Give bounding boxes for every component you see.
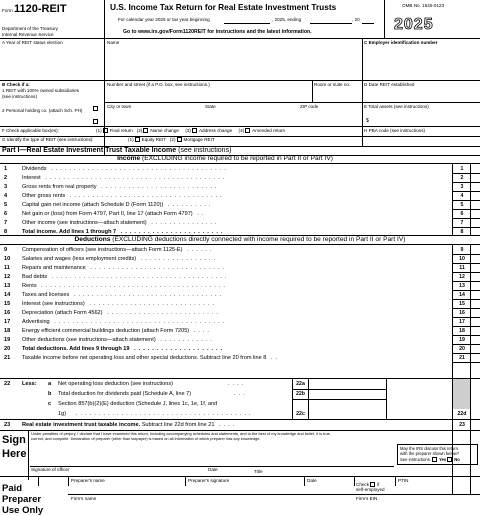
city-field[interactable] bbox=[107, 110, 201, 124]
box-21-label: 21 bbox=[459, 355, 465, 361]
line-1-number: 1 bbox=[4, 166, 8, 172]
line-10-number: 10 bbox=[4, 256, 11, 262]
line-19-number: 19 bbox=[4, 337, 11, 343]
b1-label: 1 REIT with 100% owned subsidiaries (see instructions) bbox=[2, 88, 80, 99]
calendar-year-text: For calendar year 2025 or tax year beginning bbox=[118, 17, 210, 22]
amount-21-field[interactable] bbox=[472, 354, 480, 361]
dept-line1: Department of the Treasury bbox=[2, 26, 58, 31]
state-label: State bbox=[205, 104, 216, 109]
city-label: City or town bbox=[107, 104, 132, 109]
box-17-label: 17 bbox=[459, 319, 465, 325]
amount-4-field[interactable] bbox=[472, 192, 480, 199]
line-17-text: Advertising ...................................... bbox=[22, 319, 228, 325]
box-4-label: 4 bbox=[460, 193, 464, 199]
discuss-yes-label: Yes bbox=[438, 457, 447, 462]
address-change-checkbox[interactable] bbox=[192, 128, 197, 133]
part1-title-wrap bbox=[2, 146, 231, 155]
reit-type-label: G Identify the type of REIT (see instructions): bbox=[2, 137, 94, 142]
line-22c-text2: 1g) bbox=[58, 411, 67, 417]
comma-20-text: , 20 bbox=[352, 17, 360, 22]
preparer-signature-label: Preparer's signature bbox=[188, 478, 230, 483]
line-8-text: Total income. Add lines 1 through 7 ....................... bbox=[22, 229, 226, 235]
amount-1-field[interactable] bbox=[472, 165, 480, 172]
officer-title-label: Title bbox=[254, 469, 263, 474]
amount-22d-field[interactable] bbox=[472, 410, 480, 418]
ending-text: , 2025, ending bbox=[272, 17, 302, 22]
box-2-label: 2 bbox=[460, 175, 464, 181]
box-10-label: 10 bbox=[459, 256, 465, 262]
perjury-line2: correct, and complete. Declaration of preparer (other than taxpayer) is based on all information of which preparer has any knowledge. bbox=[31, 436, 261, 441]
box-16-label: 16 bbox=[459, 310, 465, 316]
firm-ein-label: Firm's EIN bbox=[356, 496, 378, 501]
box-13-label: 13 bbox=[459, 283, 465, 289]
line-22-number: 22 bbox=[4, 381, 11, 387]
preparer-name-label: Preparer's name bbox=[71, 478, 105, 483]
amount-5-field[interactable] bbox=[472, 201, 480, 208]
here-label: Here bbox=[2, 448, 27, 460]
ptin-label: PTIN bbox=[398, 478, 409, 483]
name-label: Name bbox=[107, 40, 120, 45]
line-18-text: Energy efficient commercial buildings deduction (attach Form 7205) .... bbox=[22, 328, 212, 334]
address-change-label: Address change bbox=[198, 128, 233, 133]
pba-code-label: H PBA code (see instructions) bbox=[364, 128, 426, 133]
amount-14-field[interactable] bbox=[472, 291, 480, 298]
omb-number: OMB No. 1545-0123 bbox=[402, 3, 445, 8]
box-1-label: 1 bbox=[460, 166, 464, 172]
line-15-text: Interest (see instructions) ............................ bbox=[22, 301, 217, 307]
line-14-number: 14 bbox=[4, 292, 11, 298]
line-9-text: Compensation of officers (see instructions—attach Form 1125-E) ...... bbox=[22, 247, 215, 253]
room-field[interactable] bbox=[314, 88, 360, 101]
officer-signature-label: Signature of officer bbox=[31, 467, 70, 472]
box-5-label: 5 bbox=[460, 202, 464, 208]
line-19-text: Other deductions (see instructions—attach statement) ............ bbox=[22, 337, 215, 343]
box-3-label: 3 bbox=[460, 184, 464, 190]
box-14-label: 14 bbox=[459, 292, 465, 298]
zip-label: ZIP code bbox=[300, 104, 319, 109]
total-assets-label: E Total assets (see instructions) bbox=[364, 104, 429, 109]
preparer-name-field[interactable] bbox=[71, 484, 181, 492]
final-return-label: Final return bbox=[109, 128, 133, 133]
self-employed-label: self-employed bbox=[356, 487, 385, 492]
mortgage-reit-checkbox[interactable] bbox=[177, 137, 182, 142]
line-16-text: Depreciation (attach Form 4562) ......................... bbox=[22, 310, 221, 316]
ein-label: C Employer identification number bbox=[364, 40, 438, 45]
zip-field[interactable] bbox=[300, 110, 360, 124]
date-established-field[interactable] bbox=[364, 88, 478, 101]
box-20-label: 20 bbox=[459, 346, 465, 352]
part1-title: Part I—Real Estate Investment Trust Taxable Income bbox=[2, 147, 177, 154]
line-15-number: 15 bbox=[4, 301, 11, 307]
box-12-label: 12 bbox=[459, 274, 465, 280]
box-7-label: 7 bbox=[460, 220, 464, 226]
amended-return-label: Amended return bbox=[252, 128, 286, 133]
amount-2-field[interactable] bbox=[472, 174, 480, 181]
officer-date-field[interactable] bbox=[208, 448, 248, 464]
line-13-number: 13 bbox=[4, 283, 11, 289]
amount-23-field[interactable] bbox=[472, 421, 480, 429]
line-11-text: Repairs and maintenance .............................. bbox=[22, 265, 227, 271]
applicable-boxes-label: F Check applicable box(es): bbox=[2, 128, 59, 133]
line-10-text: Salaries and wages (less employment credits) ................. bbox=[22, 256, 219, 262]
line-9-number: 9 bbox=[4, 247, 8, 253]
box-22d-label: 22d bbox=[457, 411, 467, 417]
name-change-label: Name change bbox=[150, 128, 179, 133]
deductions-header: Deductions (EXCLUDING deductions directly connected with income required to be reported in Part II or Part IV) bbox=[0, 236, 480, 244]
line-23-number: 23 bbox=[4, 422, 11, 428]
pba-code-field[interactable] bbox=[372, 138, 478, 145]
line-12-text: Bad debts ....................................... bbox=[22, 274, 230, 280]
form-title: U.S. Income Tax Return for Real Estate Investment Trusts bbox=[110, 2, 337, 12]
amount-12-field[interactable] bbox=[472, 273, 480, 280]
room-label: Room or suite no. bbox=[314, 82, 351, 87]
box-15-label: 15 bbox=[459, 301, 465, 307]
line-2-text: Interest ........................................ bbox=[22, 175, 228, 181]
perjury-line1: Under penalties of perjury, I declare that I have examined this return, including accompanying schedules and statements, and to the best of my knowledge and belief, it is true, bbox=[31, 431, 331, 436]
discuss-no-checkbox[interactable] bbox=[447, 457, 452, 462]
total-assets-field[interactable] bbox=[372, 116, 478, 126]
box-9-label: 9 bbox=[460, 247, 464, 253]
line-7-number: 7 bbox=[4, 220, 8, 226]
name-change-checkbox[interactable] bbox=[143, 128, 148, 133]
self-employed-check: Check if bbox=[356, 482, 380, 487]
line-16-number: 16 bbox=[4, 310, 11, 316]
line-5-number: 5 bbox=[4, 202, 8, 208]
line-6-text: Net gain or (loss) from Form 4797, Part II, line 17 (attach Form 4797) .. bbox=[22, 211, 207, 217]
street-field[interactable] bbox=[107, 88, 309, 101]
amount-22c-field[interactable] bbox=[310, 410, 384, 418]
line-22c-text: Section 857(b)(2)(E) deduction (Schedule J, lines 1c, 1e, 1f, and bbox=[58, 401, 218, 407]
amended-return-checkbox[interactable] bbox=[245, 128, 250, 133]
amount-10-field[interactable] bbox=[472, 255, 480, 262]
amount-18-field[interactable] bbox=[472, 327, 480, 334]
line-22-less: Less: bbox=[22, 381, 37, 387]
street-label: Number and street (if a P.O. box, see instructions.) bbox=[107, 82, 210, 87]
b2-label: 2 Personal holding co. (attach Sch. PH) bbox=[2, 108, 83, 113]
box-6-label: 6 bbox=[460, 211, 464, 217]
amount-11-field[interactable] bbox=[472, 264, 480, 271]
line-3-number: 3 bbox=[4, 184, 8, 190]
year-reit-election-label: A Year of REIT status election bbox=[2, 40, 63, 45]
box-18-label: 18 bbox=[459, 328, 465, 334]
line-21-text: Taxable income before net operating loss and other special deductions. Subtract line 20 from line 8 .. bbox=[22, 355, 281, 361]
line-21-number: 21 bbox=[4, 355, 11, 361]
amount-22b-field[interactable] bbox=[310, 390, 384, 398]
amount-22a-field[interactable] bbox=[310, 380, 384, 388]
part1-title-note: (see instructions) bbox=[178, 147, 232, 154]
discuss-box: May the IRS discuss this return with the preparer shown below? See instructions. Yes No bbox=[397, 444, 478, 465]
form-prefix: Form bbox=[2, 8, 13, 13]
line-3-text: Gross rents from real property .......................... bbox=[22, 184, 220, 190]
check-if-a-label: B Check if a: bbox=[2, 82, 30, 87]
box-11-label: 11 bbox=[459, 265, 465, 271]
state-field[interactable] bbox=[205, 110, 297, 124]
g-options: (1) Equity REIT (2) Mortgage REIT bbox=[128, 137, 215, 142]
line-12-number: 12 bbox=[4, 274, 11, 280]
amount-17-field[interactable] bbox=[472, 318, 480, 325]
officer-signature-field[interactable] bbox=[31, 448, 181, 464]
amount-15-field[interactable] bbox=[472, 300, 480, 307]
form-number: 1120-REIT bbox=[14, 3, 67, 15]
amount-6-field[interactable] bbox=[472, 210, 480, 217]
line-20-number: 20 bbox=[4, 346, 11, 352]
ein-field[interactable] bbox=[364, 48, 478, 78]
box-22c-label: 22c bbox=[296, 411, 305, 417]
line-8-number: 8 bbox=[4, 229, 8, 235]
equity-reit-label: Equity REIT bbox=[141, 137, 167, 142]
line-22b-text: Total deduction for dividends paid (Schedule A, line 7) bbox=[58, 391, 192, 397]
income-header: Income (EXCLUDING income required to be reported in Part II or Part IV) bbox=[117, 155, 333, 162]
line-11-number: 11 bbox=[4, 265, 10, 271]
amount-9-field[interactable] bbox=[472, 246, 480, 253]
line-4-text: Other gross rents .................................. bbox=[22, 193, 225, 199]
total-assets-dollar: $ bbox=[366, 118, 369, 124]
box-22a-label: 22a bbox=[296, 381, 305, 387]
line-7-text: Other income (see instructions—attach statement) ............... bbox=[22, 220, 220, 226]
amount-16-field[interactable] bbox=[472, 309, 480, 316]
name-field[interactable] bbox=[107, 48, 359, 78]
tax-year: 2025 bbox=[394, 16, 434, 33]
ptin-field[interactable] bbox=[398, 484, 478, 492]
line-5-text: Capital gain net income (attach Schedule D (Form 1120)) .......... bbox=[22, 202, 214, 208]
amount-3-field[interactable] bbox=[472, 183, 480, 190]
line-1-text: Dividends ....................................... bbox=[22, 166, 229, 172]
line-21-row bbox=[0, 353, 480, 363]
mortgage-reit-label: Mortgage REIT bbox=[183, 137, 215, 142]
line-13-text: Rents ......................................... bbox=[22, 283, 228, 289]
date-established-label: D Date REIT established bbox=[364, 82, 415, 87]
form-page: Form 1120-REIT Department of the Treasury Internal Revenue Service U.S. Income Tax Return for Real Estate Investment Trusts For calendar year 2025 or tax year beginning , 2025, ending , 20 Go to www.irs.gov/Form1120REIT for instructions and the latest information. OMB No. 1545-0123 2025 A Year of REIT status election Name C Employer identification number B Check if a: 1 REIT with 100% owned subsidiaries (see instructions) 2 Personal holding co. (attach Sch. PH) Number and street (if a P.O. box, see instructions.) Room or suite no. D Date REIT established City or town State ZIP code E Total assets (see instructions) $ F Check applicable box(es): (1) Final return (2) Name change (3) Address change (4) Amended return H PBA code (see instructions) G Identify the type of REIT (see instructions): (1) Equity REIT (2) Mortgage REIT Part I—Real Estate Investment Trust Taxable Income (see instructions) Income (EXCLUDING income required to be reported in Part II or Part IV) 1 Dividends ....................................... 1 2 Interest ........................................ 2 3 Gross rents from real property .......................... 3 4 Other gross rents .................................. 4 5 Capital gain net income (attach Schedule D (Form 1120)) .......... 5 6 Net gain or (loss) from Form 4797, Part II, line 17 (attach Form 4797) .. 6 7 Other income (see instructions—attach statement) ............... 7 8 Total income. Add lines 1 through 7 ....................... 8 9 Compensation of officers (see instructions—attach Form 1125-E) ...... 9 10 Salaries and wages (less employment credits) ................. 10 11 Repairs and maintenance .............................. 11 12 Bad debts ....................................... 12 13 Rents ......................................... 13 14 Taxes and licenses ................................. 14 15 Interest (see instructions) ............................ 15 16 Depreciation (attach Form 4562) ......................... 16 17 Advertising ...................................... 17 18 Energy efficient commercial buildings deduction (attach Form 7205) .... 18 19 Other deductions (see instructions—attach statement) ............ 19 20 Total deductions. Add lines 9 through 19 .................... 20 21 Taxable income before net operating loss and other special deductions. Subtract line 20 from line 8 .. 21 Deductions (EXCLUDING deductions directly connected with income required to be reported in Part II or Part IV) 22 Less: a Net operating loss deduction (see instructions) .... b Total deduction for dividends paid (Schedule A, line 7) ... c Section 857(b)(2)(E) deduction (Schedule J, lines 1c, 1e, 1f, and 1g) ....................................... 22a 22b 22c 22d 23 Real estate investment trust taxable income. Subtract line 22d from line 21 .... 23 Sign Here Under penalties of perjury, I declare that I have examined this return, including accompanying schedules and statements, and to the best of my knowledge and belief, it is true, correct, and complete. Declaration of preparer (other than taxpayer) is based on all information of which preparer has any knowledge. May the IRS discuss this return with the preparer shown below? See instructions. Yes No Signature of officer Date Title Paid Preparer Use Only Preparer's name Preparer's signature Date Check if self-employed PTIN Firm's name Firm's EIN bbox=[0, 0, 480, 480]
box-19-label: 19 bbox=[459, 337, 465, 343]
firm-name-label: Firm's name bbox=[71, 496, 97, 501]
line-20-text: Total deductions. Add lines 9 through 19 .................... bbox=[22, 346, 226, 352]
discuss-no-label: No bbox=[454, 457, 460, 462]
final-return-checkbox[interactable] bbox=[103, 128, 108, 133]
line-17-number: 17 bbox=[4, 319, 11, 325]
preparer-signature-field[interactable] bbox=[188, 484, 300, 492]
officer-date-label: Date bbox=[208, 467, 218, 472]
officer-title-field[interactable] bbox=[254, 448, 392, 464]
preparer-date-label: Date bbox=[307, 478, 317, 483]
line-18-number: 18 bbox=[4, 328, 11, 334]
box-23-label: 23 bbox=[459, 422, 465, 428]
box-8-label: 8 bbox=[460, 229, 464, 235]
dept-line2: Internal Revenue Service bbox=[2, 32, 54, 37]
line-4-number: 4 bbox=[4, 193, 8, 199]
paid-label: Paid bbox=[2, 483, 23, 494]
amount-7-field[interactable] bbox=[472, 219, 480, 226]
discuss-yes-checkbox[interactable] bbox=[432, 457, 437, 462]
preparer-label: Preparer bbox=[2, 494, 42, 505]
amount-20-field[interactable] bbox=[472, 345, 480, 352]
box-22b-label: 22b bbox=[296, 391, 305, 397]
equity-reit-checkbox[interactable] bbox=[135, 137, 140, 142]
amount-13-field[interactable] bbox=[472, 282, 480, 289]
amount-8-field[interactable] bbox=[472, 228, 480, 235]
amount-19-field[interactable] bbox=[472, 336, 480, 343]
line-23-text: Real estate investment trust taxable income. Subtract line 22d from line 21 .... bbox=[22, 422, 238, 428]
line-6-number: 6 bbox=[4, 211, 8, 217]
line-14-text: Taxes and licenses ................................. bbox=[22, 292, 225, 298]
sign-label: Sign bbox=[2, 434, 26, 446]
line-2-number: 2 bbox=[4, 175, 8, 181]
f-options: (1) Final return (2) Name change (3) Address change (4) Amended return bbox=[96, 128, 286, 133]
instructions-link-text: Go to www.irs.gov/Form1120REIT for instructions and the latest information. bbox=[123, 29, 312, 35]
use-only-label: Use Only bbox=[2, 505, 44, 516]
line-22a-text: Net operating loss deduction (see instructions) bbox=[58, 381, 174, 387]
